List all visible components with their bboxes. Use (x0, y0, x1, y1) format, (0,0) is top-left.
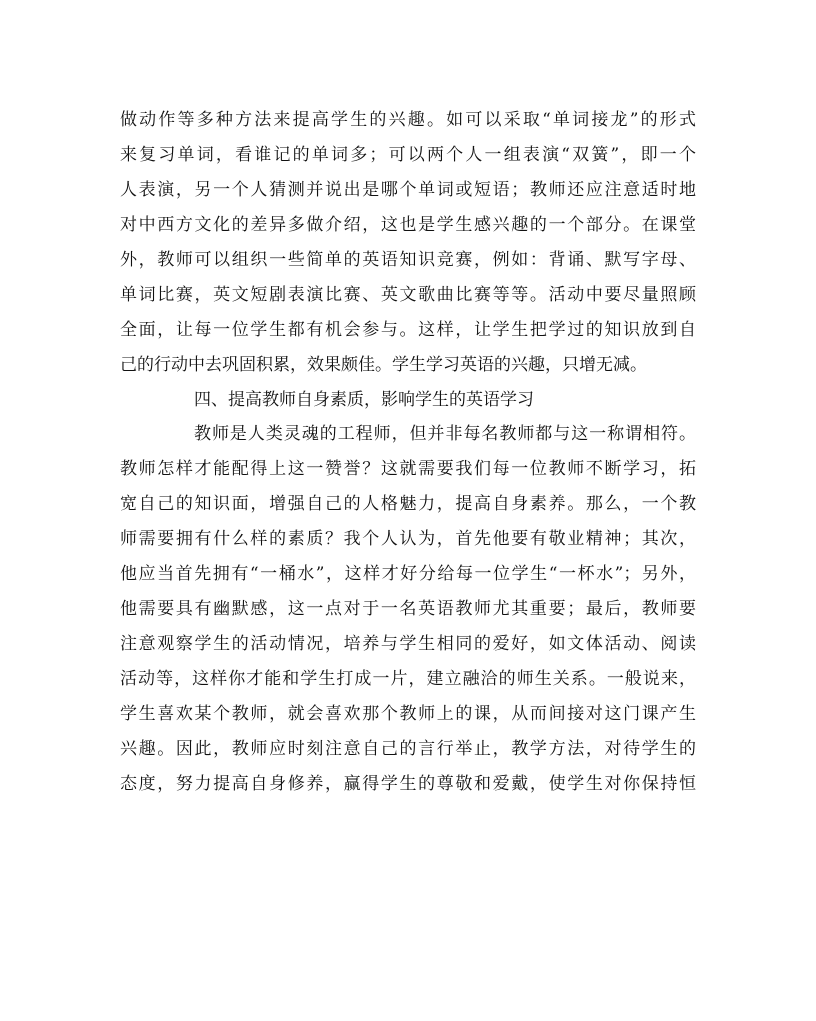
paragraph2-line-8: 活动等，这样你才能和学生打成一片，建立融洽的师生关系。一般说来， (120, 669, 696, 689)
section-heading: 四、提高教师自身素质，影响学生的英语学习 (194, 390, 534, 410)
paragraph1-line-2: 来复习单词，看谁记的单词多；可以两个人一组表演“双簧”，即一个 (120, 145, 696, 165)
paragraph1-line-7: 全面，让每一位学生都有机会参与。这样，让学生把学过的知识放到自 (120, 320, 696, 340)
paragraph1-line-4: 对中西方文化的差异多做介绍，这也是学生感兴趣的一个部分。在课堂 (120, 215, 696, 235)
paragraph1-line-5: 外，教师可以组织一些简单的英语知识竞赛，例如：背诵、默写字母、 (120, 250, 696, 270)
paragraph2-line-5: 他应当首先拥有“一桶水”，这样才好分给每一位学生“一杯水”；另外， (120, 564, 696, 584)
paragraph1-line-1: 做动作等多种方法来提高学生的兴趣。如可以采取“单词接龙”的形式 (120, 110, 696, 130)
paragraph2-line-2: 教师怎样才能配得上这一赞誉？这就需要我们每一位教师不断学习，拓 (120, 459, 696, 479)
paragraph2-line-11: 态度，努力提高自身修养，赢得学生的尊敬和爱戴，使学生对你保持恒 (120, 774, 696, 794)
paragraph1-line-3: 人表演，另一个人猜测并说出是哪个单词或短语；教师还应注意适时地 (120, 180, 696, 200)
paragraph2-line-7: 注意观察学生的活动情况，培养与学生相同的爱好，如文体活动、阅读 (120, 634, 696, 654)
paragraph1-line-6: 单词比赛，英文短剧表演比赛、英文歌曲比赛等等。活动中要尽量照顾 (120, 285, 696, 305)
paragraph2-line-1: 教师是人类灵魂的工程师，但并非每名教师都与这一称谓相符。 (194, 424, 696, 444)
paragraph2-line-9: 学生喜欢某个教师，就会喜欢那个教师上的课，从而间接对这门课产生 (120, 704, 696, 724)
paragraph1-line-8: 己的行动中去巩固积累，效果颇佳。学生学习英语的兴趣，只增无减。 (120, 355, 647, 375)
paragraph2-line-4: 师需要拥有什么样的素质？我个人认为，首先他要有敬业精神；其次， (120, 529, 696, 549)
paragraph2-line-10: 兴趣。因此，教师应时刻注意自己的言行举止，教学方法，对待学生的 (120, 739, 696, 759)
paragraph2-line-3: 宽自己的知识面，增强自己的人格魅力，提高自身素养。那么，一个教 (120, 494, 696, 514)
paragraph2-line-6: 他需要具有幽默感，这一点对于一名英语教师尤其重要；最后，教师要 (120, 599, 696, 619)
